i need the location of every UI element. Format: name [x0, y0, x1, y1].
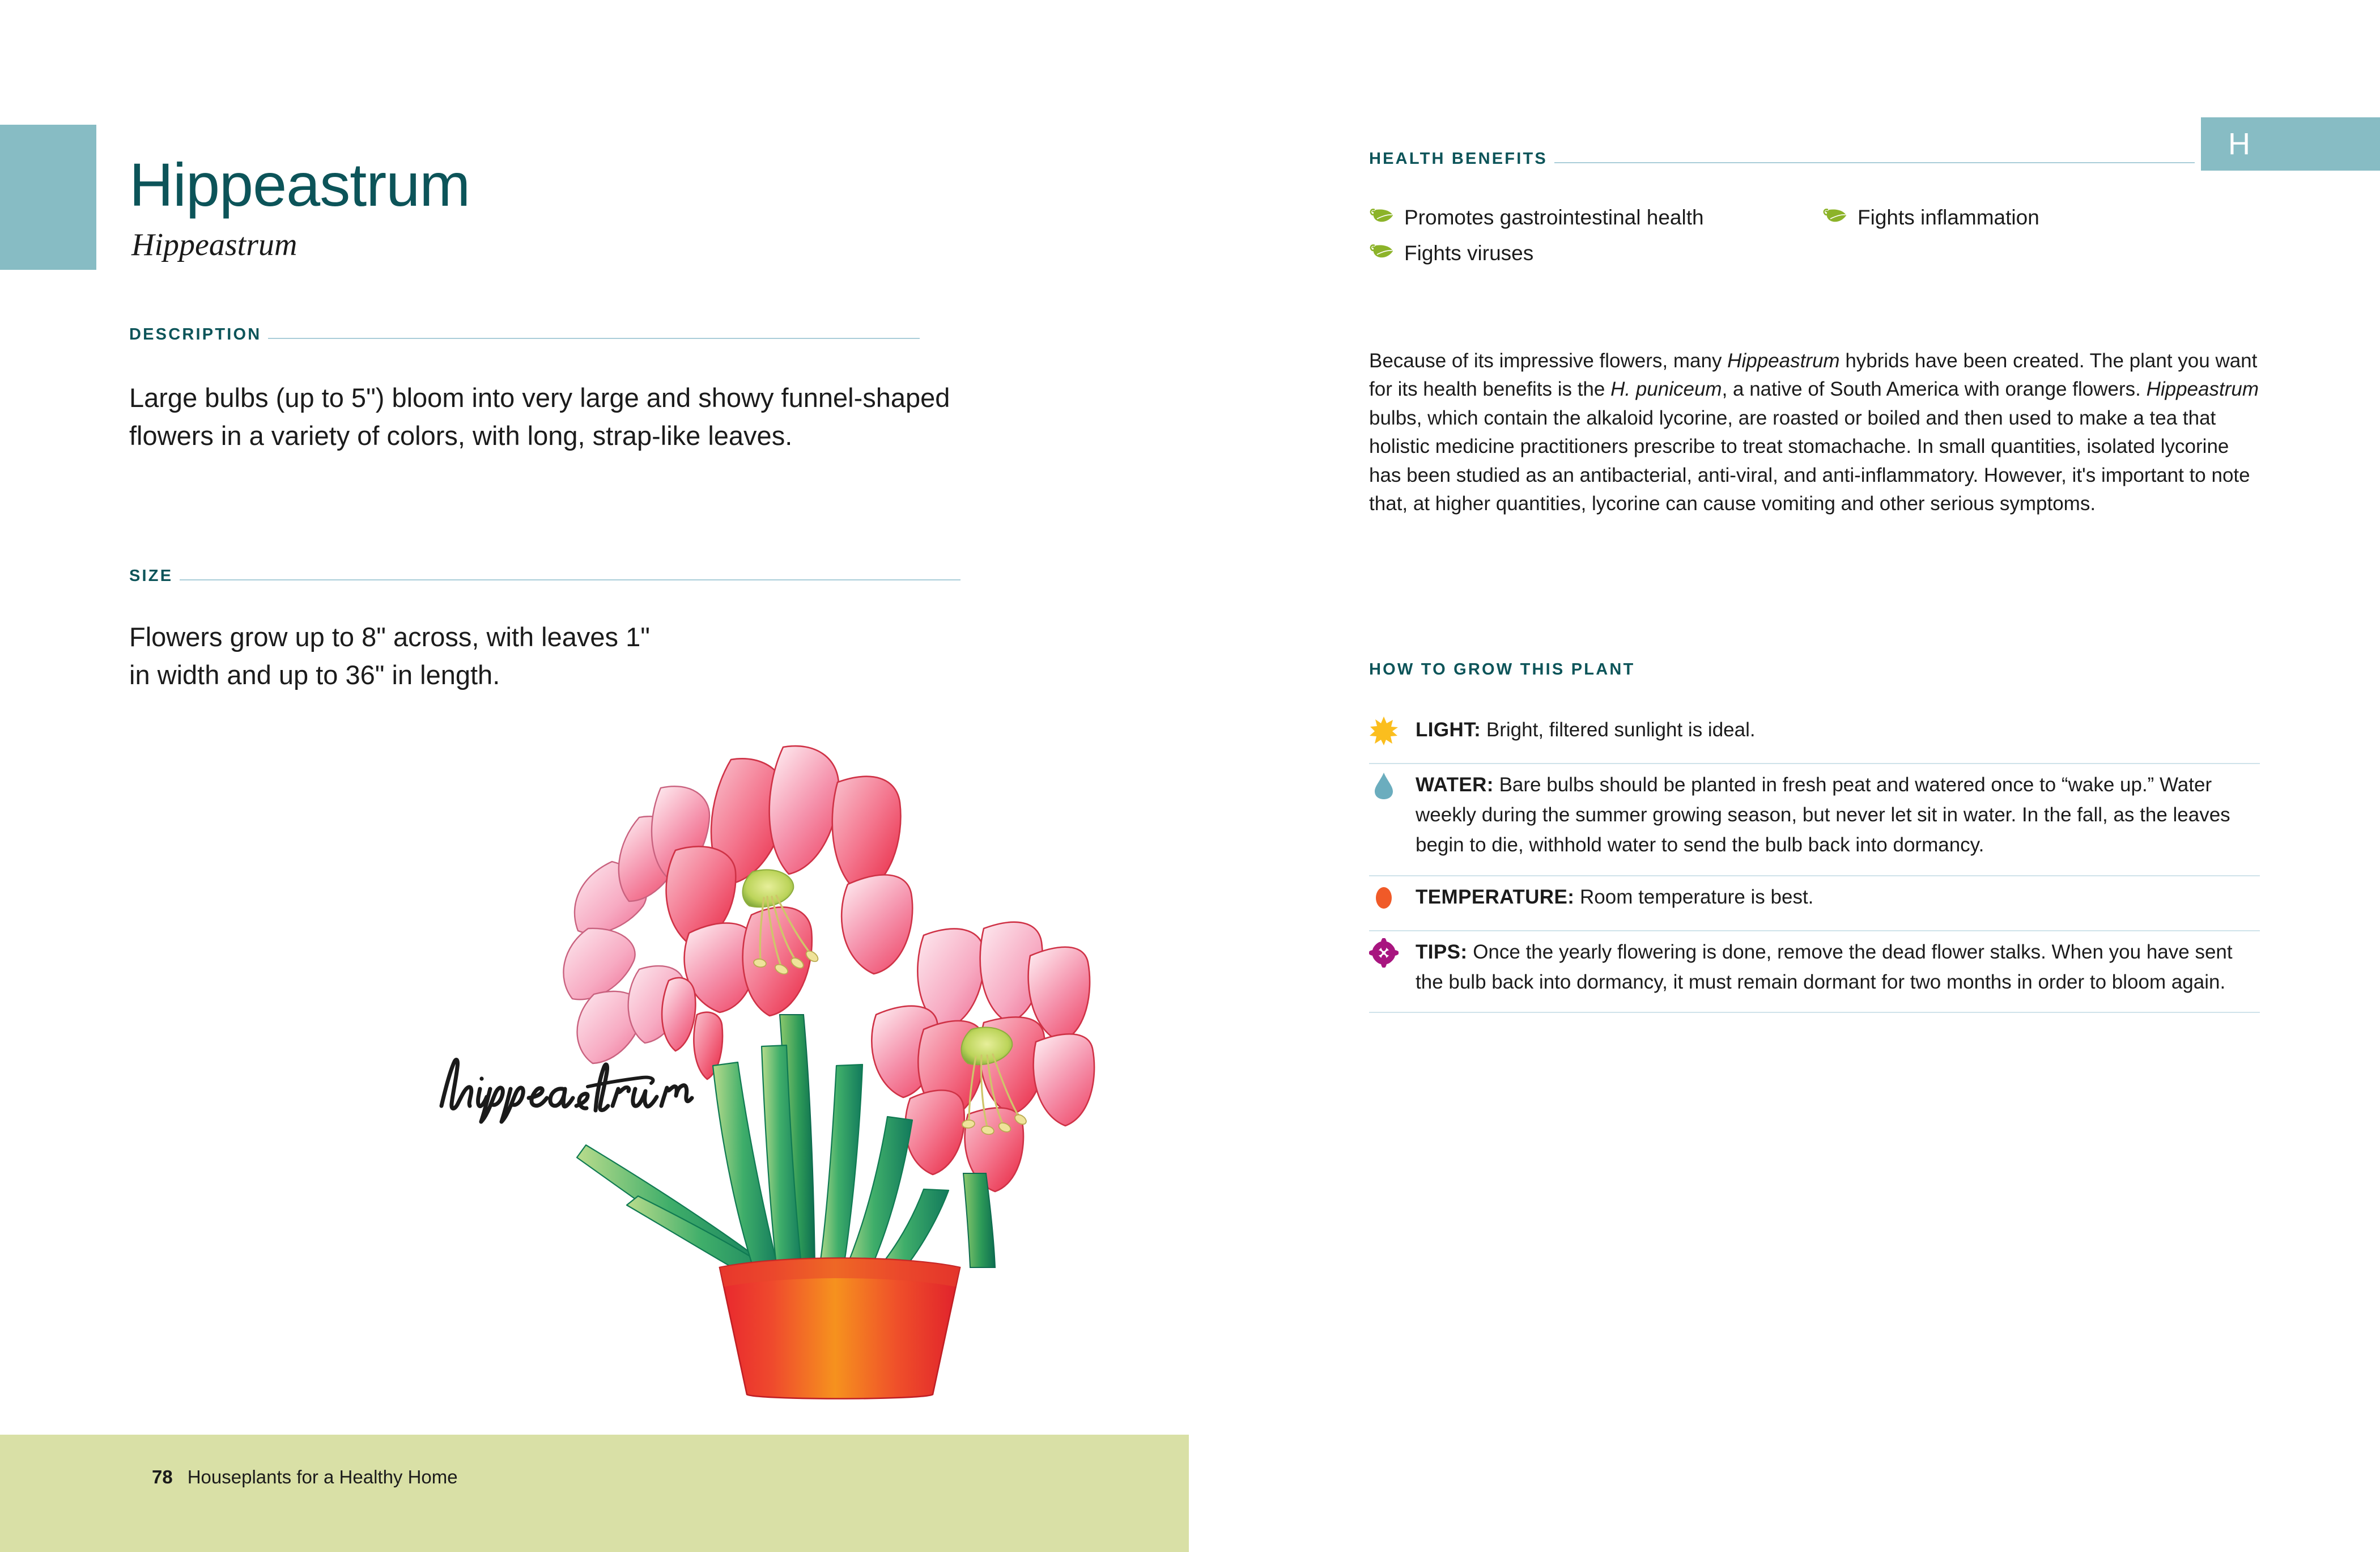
grow-row-text [1416, 714, 1756, 745]
health-benefits-list [1369, 204, 2253, 268]
health-benefit-item [1369, 204, 1822, 232]
heading-rule [1554, 162, 2195, 163]
grow-row-detail: Once the yearly flowering is done, remove the dead flower stalks. When you have sent the bulb back into dormancy, it must remain dormant for two months in order to bloom again. [1416, 940, 2233, 993]
page-title: Hippeastrum [129, 150, 470, 219]
leaf-icon [1369, 204, 1404, 228]
grow-row-light [1369, 711, 2260, 764]
section-heading-health-benefits [1369, 150, 2259, 168]
section-heading-how-to-grow-label: HOW TO GROW THIS PLANT [1369, 660, 1635, 679]
health-benefits-paragraph: Because of its impressive flowers, many Hippeastrum hybrids have been created. The plant you want for its health benefits is the H. puniceum, a native of South America with orange flowers. Hippeastrum bulbs, which contain the alkaloid lycorine, are roasted or boiled and then used to make a tea that holistic medicine practitioners prescribe to treat stomachache. In small quantities, isolated lycorine has been studied as an antibacterial, anti-viral, and anti-inflammatory. However, it's important to note that, at higher quantities, lycorine can cause vomiting and other serious symptoms. [1369, 350, 2259, 515]
section-heading-description-label: DESCRIPTION [129, 325, 262, 344]
grow-row-label: LIGHT: [1416, 719, 1481, 741]
health-benefit-item [1369, 240, 1822, 268]
section-heading-how-to-grow [1369, 660, 1635, 679]
leaf-icon [1369, 240, 1404, 264]
size-body: Flowers grow up to 8" across, with leaves 1" in width and up to 36" in length. [129, 622, 650, 690]
grow-row-label: TIPS: [1416, 940, 1468, 963]
handwritten-caption [434, 1051, 706, 1125]
book-title: Houseplants for a Healthy Home [187, 1466, 458, 1487]
section-heading-description [129, 325, 996, 344]
thermometer-dot-icon [1369, 881, 1416, 915]
page-number-left: 78 [152, 1466, 173, 1487]
water-drop-icon [1369, 769, 1416, 803]
section-heading-size [129, 567, 996, 586]
alphabet-tab-letter: H [2228, 127, 2251, 161]
edge-color-block [0, 125, 96, 270]
grow-row-water [1369, 764, 2260, 876]
plant-illustration [527, 618, 1128, 1400]
section-heading-health-benefits-label: HEALTH BENEFITS [1369, 150, 1548, 168]
grow-row-tips [1369, 931, 2260, 1013]
grow-row-detail: Bright, filtered sunlight is ideal. [1486, 719, 1756, 741]
grow-row-temperature [1369, 876, 2260, 931]
description-body: Large bulbs (up to 5") bloom into very large and showy funnel-shaped flowers in a variety of colors, with long, strap-like leaves. [129, 383, 950, 451]
grow-row-detail: Room temperature is best. [1580, 885, 1814, 908]
footer-left [0, 1435, 1189, 1552]
grow-instructions-list [1369, 711, 2260, 1013]
heading-rule [268, 338, 920, 339]
heading-rule [180, 579, 960, 580]
leaf-icon [1822, 204, 1858, 228]
health-benefit-label: Promotes gastrointestinal health [1404, 206, 1704, 229]
grow-row-text [1416, 881, 1813, 912]
health-benefit-item [1822, 204, 2253, 232]
grow-row-label: WATER: [1416, 774, 1494, 796]
health-benefit-label: Fights inflammation [1858, 206, 2039, 229]
section-heading-size-label: SIZE [129, 567, 173, 585]
sun-icon [1369, 714, 1416, 748]
grow-row-text [1416, 936, 2260, 997]
latin-name: Hippeastrum [131, 227, 298, 262]
grow-row-label: TEMPERATURE: [1416, 885, 1575, 908]
flower-asterisk-icon [1369, 936, 1416, 970]
health-benefit-label: Fights viruses [1404, 241, 1534, 265]
grow-row-text [1416, 769, 2260, 860]
grow-row-detail: Bare bulbs should be planted in fresh peat and watered once to “wake up.” Water weekly during the summer growing season, but never let sit in water. In the fall, as the leaves begin to die, withhold water to send the bulb back into dormancy. [1416, 774, 2230, 856]
